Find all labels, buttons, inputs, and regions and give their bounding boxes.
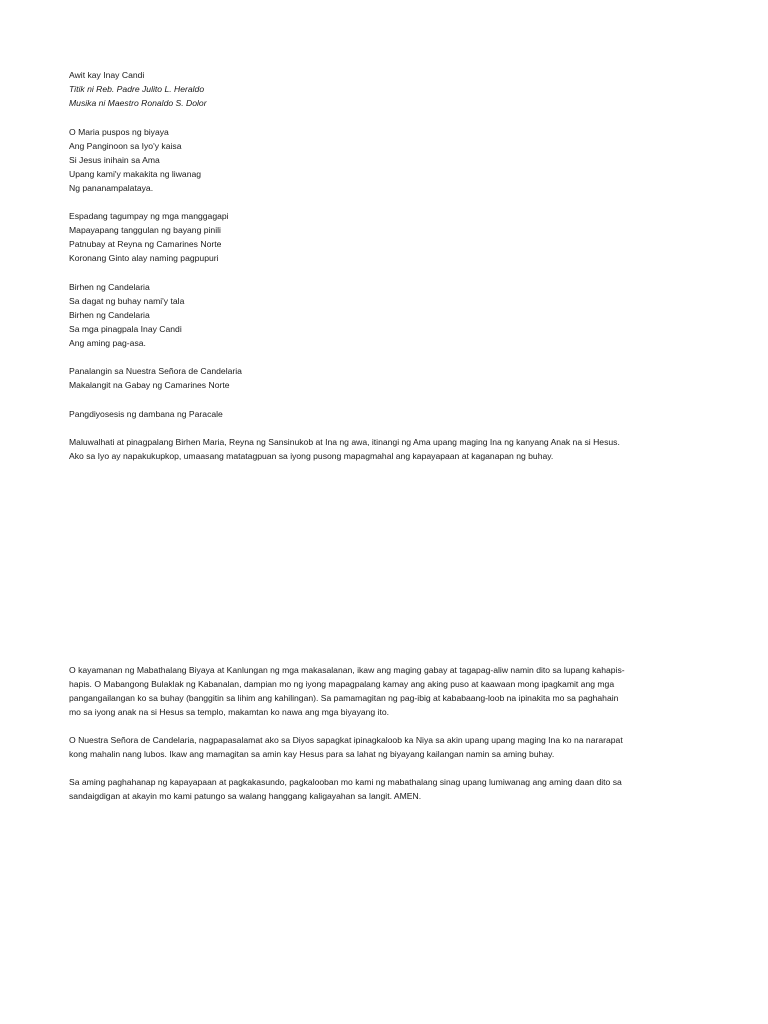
stanza3-line: Birhen ng Candelaria bbox=[69, 310, 150, 320]
stanza3-line: Sa dagat ng buhay nami'y tala bbox=[69, 296, 185, 306]
lyricist-credit: Titik ni Reb. Padre Julito L. Heraldo bbox=[69, 84, 205, 94]
paragraph-line: O Nuestra Señora de Candelaria, nagpapasalamat ako sa Diyos sapagkat ipinagkaloob ka Niya sa akin upang upang maging Ina ko na nararapat bbox=[69, 735, 623, 745]
prayer-paragraph bbox=[69, 775, 709, 803]
prayer-subtitle: Makalangit na Gabay ng Camarines Norte bbox=[69, 380, 230, 390]
stanza1-line: Upang kami'y makakita ng liwanag bbox=[69, 169, 202, 179]
stanza1-line: O Maria puspos ng biyaya bbox=[69, 127, 169, 137]
prayer-paragraph bbox=[69, 435, 709, 463]
paragraph-line: hapis. O Mabangong Bulaklak ng Kabanalan, dampian mo ng iyong mapagpalang kamay ang aking puso at kaawaan mong ipagkamit ang mga bbox=[69, 679, 615, 689]
stanza2-line: Mapayapang tanggulan ng bayang pinili bbox=[69, 225, 221, 235]
stanza2-line: Patnubay at Reyna ng Camarines Norte bbox=[69, 239, 222, 249]
shrine-line: Pangdiyosesis ng dambana ng Paracale bbox=[69, 409, 223, 419]
prayer-paragraph bbox=[69, 663, 709, 719]
paragraph-line: mo sa iyong anak na si Hesus sa templo, makamtan ko nawa ang mga biyayang ito. bbox=[69, 707, 390, 717]
paragraph-line: pangangailangan ko sa buhay (banggitin sa lihim ang kahilingan). Sa pamamagitan ng pag-ibig at kababaang-loob na ipinakita mo sa paghahain bbox=[69, 693, 619, 703]
paragraph-line: sandaigdigan at akayin mo kami patungo sa walang hanggang kaligayahan sa langit. AMEN. bbox=[69, 791, 422, 801]
stanza3-line: Sa mga pinagpala Inay Candi bbox=[69, 324, 182, 334]
song-title: Awit kay Inay Candi bbox=[69, 70, 145, 80]
stanza2-line: Koronang Ginto alay naming pagpupuri bbox=[69, 253, 219, 263]
stanza1-line: Ang Panginoon sa Iyo'y kaisa bbox=[69, 141, 182, 151]
stanza1-line: Si Jesus inihain sa Ama bbox=[69, 155, 160, 165]
paragraph-line: kong mahalin nang lubos. Ikaw ang mamagitan sa amin kay Hesus para sa lahat ng biyayang kailangan namin sa aming buhay. bbox=[69, 749, 555, 759]
paragraph-line: Maluwalhati at pinagpalang Birhen Maria, Reyna ng Sansinukob at Ina ng awa, itinangi ng Ama upang maging Ina ng kanyang Anak na si Hesus. bbox=[69, 437, 620, 447]
paragraph-line: Ako sa Iyo ay napakukupkop, umaasang matatagpuan sa iyong pusong mapagmahal ang kapayapaan at kaganapan ng buhay. bbox=[69, 451, 554, 461]
paragraph-line: Sa aming paghahanap ng kapayapaan at pagkakasundo, pagkalooban mo kami ng mabathalang sinag upang lumiwanag ang aming daan dito sa bbox=[69, 777, 622, 787]
stanza3-line: Birhen ng Candelaria bbox=[69, 282, 150, 292]
composer-credit: Musika ni Maestro Ronaldo S. Dolor bbox=[69, 98, 207, 108]
prayer-title: Panalangin sa Nuestra Señora de Candelaria bbox=[69, 366, 242, 376]
stanza3-line: Ang aming pag-asa. bbox=[69, 338, 146, 348]
stanza2-line: Espadang tagumpay ng mga manggagapi bbox=[69, 211, 229, 221]
prayer-paragraph bbox=[69, 733, 709, 761]
stanza1-line: Ng pananampalataya. bbox=[69, 183, 154, 193]
paragraph-line: O kayamanan ng Mabathalang Biyaya at Kanlungan ng mga makasalanan, ikaw ang maging gabay at tagapag-aliw namin dito sa lupang kahapis- bbox=[69, 665, 625, 675]
